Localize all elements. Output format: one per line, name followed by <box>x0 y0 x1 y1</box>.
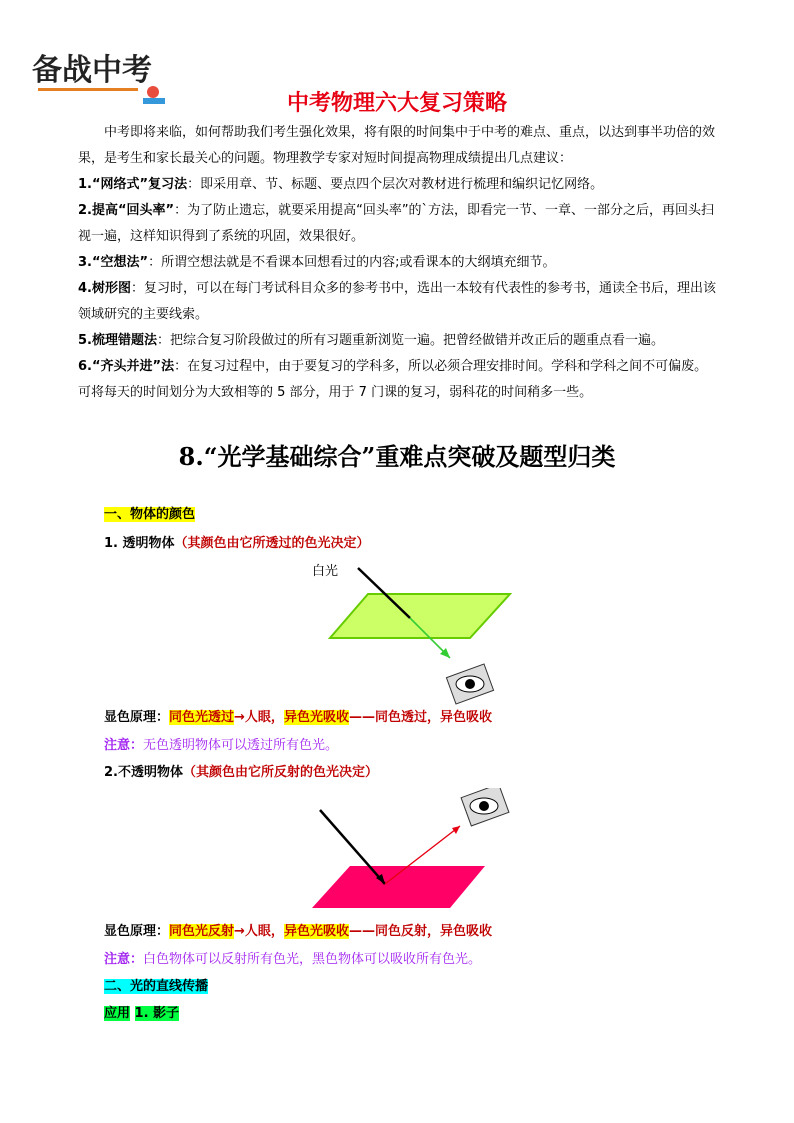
transparent-figure <box>310 558 515 708</box>
opaque-title: 2.不透明物体（其颜色由它所反射的色光决定） <box>104 765 378 780</box>
eye-icon <box>461 788 509 826</box>
transparent-title: 1. 透明物体（其颜色由它所透过的色光决定） <box>104 536 370 551</box>
page-title: 中考物理六大复习策略 <box>286 91 507 116</box>
strategy-5: 5.梳理错题法：把综合复习阶段做过的所有习题重新浏览一遍。把曾经做错并改正后的题重点看一遍。 <box>78 333 664 348</box>
logo-text: 备战中考 <box>32 53 152 88</box>
strategy-1: 1.“网络式”复习法：即采用章、节、标题、要点四个层次对教材进行梳理和编织记忆网络。 <box>78 177 604 192</box>
part1-heading: 一、物体的颜色 <box>104 507 196 522</box>
opaque-attention: 注意：白色物体可以反射所有色光，黑色物体可以吸收所有色光。 <box>104 952 482 967</box>
magenta-surface <box>312 866 485 908</box>
strategy-3: 3.“空想法”：所谓空想法就是不看课本回想看过的内容;或看课本的大纲填充细节。 <box>78 255 556 270</box>
green-filter <box>330 594 510 638</box>
part2-heading: 二、光的直线传播 <box>104 979 209 994</box>
strategy-2: 2.提高“回头率”：为了防止遗忘，就要采用提高“回头率”的`方法，即看完一节、一章、一部分之后，再回头扫视一遍，这样知识得到了系统的巩固，效果很好。 <box>78 203 715 244</box>
opaque-principle: 显色原理：同色光反射→人眼，异色光吸收——同色反射，异色吸收 <box>104 924 492 939</box>
section-title: 8.“光学基础综合”重难点突破及题型归类 <box>178 442 616 471</box>
transparent-principle: 显色原理：同色光透过→人眼，异色光吸收——同色透过，异色吸收 <box>104 710 492 725</box>
figure-label-white-light: 白光 <box>312 564 339 579</box>
intro-paragraph: 中考即将来临，如何帮助我们考生强化效果，将有限的时间集中于中考的难点、重点，以达到事半功倍的效果，是考生和家长最关心的问题。物理教学专家对短时间提高物理成绩提出几点建议： <box>78 125 716 166</box>
strategy-4: 4.树形图：复习时，可以在每门考试科目众多的参考书中，选出一本较有代表性的参考书，通读全书后，理出该领域研究的主要线索。 <box>78 281 716 322</box>
eye-icon <box>446 664 493 704</box>
opaque-figure <box>300 788 520 908</box>
strategy-6: 6.“齐头并进”法：在复习过程中，由于要复习的学科多，所以必须合理安排时间。学科和学科之间不可偏废。可将每天的时间划分为大致相等的 5 部分，用于 7 门课的复习，弱科花的时间稍多一些。 <box>78 359 708 400</box>
transparent-attention: 注意：无色透明物体可以透过所有色光。 <box>104 738 339 753</box>
part2-application: 应用 1. 影子 <box>104 1006 180 1021</box>
